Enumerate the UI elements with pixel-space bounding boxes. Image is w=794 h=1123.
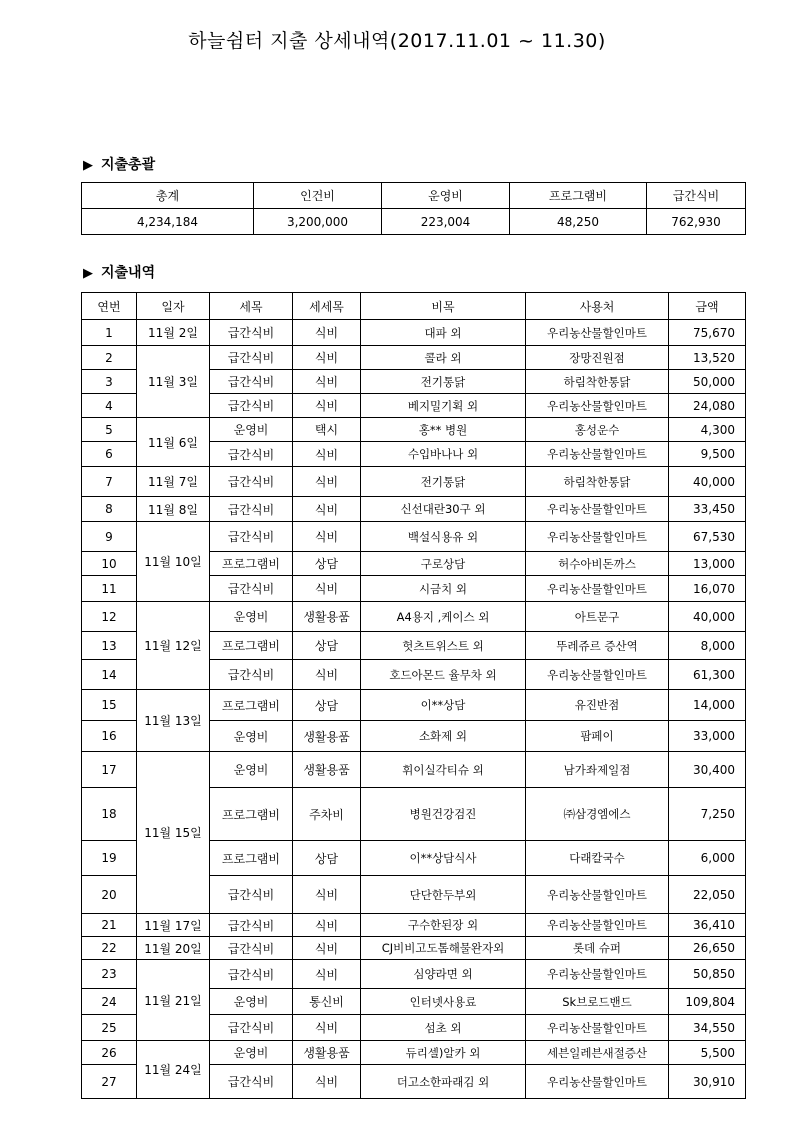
row-amount: 33,450 xyxy=(669,497,746,522)
row-payee: 허수아비돈까스 xyxy=(526,552,669,576)
row-item: 홍** 병원 xyxy=(361,418,526,442)
row-payee: 우리농산물할인마트 xyxy=(526,497,669,522)
table-row xyxy=(82,497,746,522)
table-row xyxy=(82,467,746,497)
row-item: 수입바나나 외 xyxy=(361,442,526,467)
row-no: 27 xyxy=(82,1065,137,1099)
row-category: 프로그램비 xyxy=(210,788,293,841)
table-row xyxy=(82,346,746,370)
table-row xyxy=(82,1041,746,1065)
row-no: 15 xyxy=(82,690,137,721)
row-subcategory: 통신비 xyxy=(293,989,361,1015)
row-no: 12 xyxy=(82,602,137,632)
document-title: 하늘쉼터 지출 상세내역(2017.11.01 ~ 11.30) xyxy=(188,30,606,52)
row-item: 신선대란30구 외 xyxy=(361,497,526,522)
header-subcategory: 세세목 xyxy=(293,293,361,320)
row-date: 11월 24일 xyxy=(137,1041,210,1099)
row-category: 프로그램비 xyxy=(210,552,293,576)
row-payee: 우리농산물할인마트 xyxy=(526,660,669,690)
summary-heading-label: 지출총괄 xyxy=(101,157,156,173)
row-payee: 팜페이 xyxy=(526,721,669,752)
row-payee: Sk브로드밴드 xyxy=(526,989,669,1015)
row-category: 급간식비 xyxy=(210,1065,293,1099)
row-date: 11월 12일 xyxy=(137,602,210,690)
row-no: 24 xyxy=(82,989,137,1015)
row-amount: 8,000 xyxy=(669,632,746,660)
row-payee: 뚜레쥬르 증산역 xyxy=(526,632,669,660)
row-payee: 세븐일레븐새절증산 xyxy=(526,1041,669,1065)
row-amount: 34,550 xyxy=(669,1015,746,1041)
row-no: 5 xyxy=(82,418,137,442)
row-no: 2 xyxy=(82,346,137,370)
row-date: 11월 20일 xyxy=(137,937,210,960)
row-subcategory: 식비 xyxy=(293,522,361,552)
row-category: 프로그램비 xyxy=(210,841,293,876)
row-payee: 우리농산물할인마트 xyxy=(526,1065,669,1099)
summary-value-row xyxy=(82,209,746,235)
row-no: 8 xyxy=(82,497,137,522)
table-row xyxy=(82,690,746,721)
row-item: 병원건강검진 xyxy=(361,788,526,841)
row-item: 휘이실각티슈 외 xyxy=(361,752,526,788)
row-category: 운영비 xyxy=(210,1041,293,1065)
row-item: 이**상담식사 xyxy=(361,841,526,876)
summary-value-total: 4,234,184 xyxy=(82,209,254,235)
detail-header-row xyxy=(82,293,746,320)
row-subcategory: 택시 xyxy=(293,418,361,442)
row-no: 14 xyxy=(82,660,137,690)
row-amount: 50,850 xyxy=(669,960,746,989)
row-item: 단단한두부외 xyxy=(361,876,526,914)
row-subcategory: 식비 xyxy=(293,497,361,522)
row-category: 운영비 xyxy=(210,989,293,1015)
triangle-bullet-icon: ▶ xyxy=(83,266,93,281)
row-no: 26 xyxy=(82,1041,137,1065)
row-category: 프로그램비 xyxy=(210,632,293,660)
row-item: 콜라 외 xyxy=(361,346,526,370)
row-subcategory: 식비 xyxy=(293,320,361,346)
row-category: 운영비 xyxy=(210,602,293,632)
row-subcategory: 식비 xyxy=(293,576,361,602)
table-row xyxy=(82,418,746,442)
row-date: 11월 8일 xyxy=(137,497,210,522)
row-amount: 30,400 xyxy=(669,752,746,788)
row-amount: 30,910 xyxy=(669,1065,746,1099)
table-row xyxy=(82,752,746,788)
row-item: 소화제 외 xyxy=(361,721,526,752)
row-no: 19 xyxy=(82,841,137,876)
row-item: 시금치 외 xyxy=(361,576,526,602)
row-amount: 24,080 xyxy=(669,394,746,418)
summary-header-program: 프로그램비 xyxy=(510,183,647,209)
row-date: 11월 3일 xyxy=(137,346,210,418)
row-no: 1 xyxy=(82,320,137,346)
row-item: 호드아몬드 율무차 외 xyxy=(361,660,526,690)
row-category: 급간식비 xyxy=(210,960,293,989)
row-payee: 롯데 슈퍼 xyxy=(526,937,669,960)
row-item: 헛츠트위스트 외 xyxy=(361,632,526,660)
row-payee: 유진반점 xyxy=(526,690,669,721)
row-category: 급간식비 xyxy=(210,394,293,418)
row-subcategory: 식비 xyxy=(293,346,361,370)
row-amount: 40,000 xyxy=(669,602,746,632)
row-no: 4 xyxy=(82,394,137,418)
summary-heading xyxy=(83,154,155,174)
row-no: 9 xyxy=(82,522,137,552)
row-no: 23 xyxy=(82,960,137,989)
row-item: 인터넷사용료 xyxy=(361,989,526,1015)
table-row xyxy=(82,914,746,937)
row-category: 운영비 xyxy=(210,418,293,442)
row-category: 급간식비 xyxy=(210,467,293,497)
row-subcategory: 상담 xyxy=(293,690,361,721)
triangle-bullet-icon: ▶ xyxy=(83,158,93,173)
row-subcategory: 식비 xyxy=(293,370,361,394)
row-item: 섬초 외 xyxy=(361,1015,526,1041)
row-amount: 67,530 xyxy=(669,522,746,552)
row-date: 11월 6일 xyxy=(137,418,210,467)
row-category: 급간식비 xyxy=(210,370,293,394)
row-no: 25 xyxy=(82,1015,137,1041)
row-item: 듀리셀)알카 외 xyxy=(361,1041,526,1065)
row-amount: 14,000 xyxy=(669,690,746,721)
row-subcategory: 식비 xyxy=(293,876,361,914)
row-category: 급간식비 xyxy=(210,876,293,914)
row-item: 심양라면 외 xyxy=(361,960,526,989)
row-no: 3 xyxy=(82,370,137,394)
row-no: 10 xyxy=(82,552,137,576)
row-item: 구로상담 xyxy=(361,552,526,576)
row-amount: 7,250 xyxy=(669,788,746,841)
row-subcategory: 식비 xyxy=(293,1015,361,1041)
summary-header-meals: 급간식비 xyxy=(647,183,746,209)
row-subcategory: 생활용품 xyxy=(293,721,361,752)
row-subcategory: 식비 xyxy=(293,442,361,467)
row-amount: 22,050 xyxy=(669,876,746,914)
summary-header-operating: 운영비 xyxy=(382,183,510,209)
row-no: 6 xyxy=(82,442,137,467)
row-category: 급간식비 xyxy=(210,497,293,522)
row-amount: 109,804 xyxy=(669,989,746,1015)
row-amount: 26,650 xyxy=(669,937,746,960)
row-category: 급간식비 xyxy=(210,522,293,552)
header-amount: 금액 xyxy=(669,293,746,320)
summary-value-meals: 762,930 xyxy=(647,209,746,235)
row-date: 11월 21일 xyxy=(137,960,210,1041)
row-subcategory: 식비 xyxy=(293,660,361,690)
row-amount: 40,000 xyxy=(669,467,746,497)
row-payee: 우리농산물할인마트 xyxy=(526,320,669,346)
row-subcategory: 상담 xyxy=(293,632,361,660)
summary-value-personnel: 3,200,000 xyxy=(254,209,382,235)
row-subcategory: 생활용품 xyxy=(293,602,361,632)
row-item: A4용지 ,케이스 외 xyxy=(361,602,526,632)
row-payee: 우리농산물할인마트 xyxy=(526,876,669,914)
summary-header-row xyxy=(82,183,746,209)
row-payee: 하림착한통닭 xyxy=(526,467,669,497)
row-amount: 36,410 xyxy=(669,914,746,937)
row-no: 17 xyxy=(82,752,137,788)
detail-heading xyxy=(83,262,155,282)
row-subcategory: 식비 xyxy=(293,394,361,418)
row-no: 16 xyxy=(82,721,137,752)
row-subcategory: 주차비 xyxy=(293,788,361,841)
row-item: 대파 외 xyxy=(361,320,526,346)
summary-table xyxy=(81,182,746,235)
row-category: 급간식비 xyxy=(210,576,293,602)
row-date: 11월 2일 xyxy=(137,320,210,346)
header-date: 일자 xyxy=(137,293,210,320)
row-item: CJ비비고도톰해물완자외 xyxy=(361,937,526,960)
row-date: 11월 7일 xyxy=(137,467,210,497)
row-category: 급간식비 xyxy=(210,346,293,370)
row-amount: 16,070 xyxy=(669,576,746,602)
row-category: 급간식비 xyxy=(210,320,293,346)
header-no: 연번 xyxy=(82,293,137,320)
row-date: 11월 13일 xyxy=(137,690,210,752)
row-amount: 61,300 xyxy=(669,660,746,690)
row-no: 11 xyxy=(82,576,137,602)
row-payee: 우리농산물할인마트 xyxy=(526,1015,669,1041)
row-payee: 아트문구 xyxy=(526,602,669,632)
row-amount: 50,000 xyxy=(669,370,746,394)
row-item: 이**상담 xyxy=(361,690,526,721)
row-payee: 다래칼국수 xyxy=(526,841,669,876)
header-payee: 사용처 xyxy=(526,293,669,320)
table-row xyxy=(82,602,746,632)
row-amount: 5,500 xyxy=(669,1041,746,1065)
row-date: 11월 17일 xyxy=(137,914,210,937)
row-category: 프로그램비 xyxy=(210,690,293,721)
row-payee: 우리농산물할인마트 xyxy=(526,960,669,989)
row-date: 11월 15일 xyxy=(137,752,210,914)
row-category: 급간식비 xyxy=(210,914,293,937)
row-amount: 9,500 xyxy=(669,442,746,467)
row-item: 백설식용유 외 xyxy=(361,522,526,552)
summary-value-program: 48,250 xyxy=(510,209,647,235)
header-category: 세목 xyxy=(210,293,293,320)
row-subcategory: 상담 xyxy=(293,552,361,576)
row-date: 11월 10일 xyxy=(137,522,210,602)
row-category: 급간식비 xyxy=(210,442,293,467)
expense-detail-table xyxy=(81,292,746,1099)
row-no: 21 xyxy=(82,914,137,937)
row-category: 운영비 xyxy=(210,721,293,752)
row-payee: 우리농산물할인마트 xyxy=(526,576,669,602)
row-amount: 4,300 xyxy=(669,418,746,442)
row-item: 더고소한파래김 외 xyxy=(361,1065,526,1099)
row-no: 18 xyxy=(82,788,137,841)
row-subcategory: 식비 xyxy=(293,960,361,989)
row-subcategory: 식비 xyxy=(293,467,361,497)
table-row xyxy=(82,522,746,552)
row-item: 구수한된장 외 xyxy=(361,914,526,937)
table-row xyxy=(82,937,746,960)
detail-heading-label: 지출내역 xyxy=(101,265,156,281)
row-payee: 우리농산물할인마트 xyxy=(526,914,669,937)
row-amount: 6,000 xyxy=(669,841,746,876)
row-subcategory: 생활용품 xyxy=(293,752,361,788)
row-category: 급간식비 xyxy=(210,1015,293,1041)
row-item: 전기통닭 xyxy=(361,370,526,394)
row-amount: 75,670 xyxy=(669,320,746,346)
row-subcategory: 식비 xyxy=(293,937,361,960)
summary-value-operating: 223,004 xyxy=(382,209,510,235)
row-payee: 장망진원점 xyxy=(526,346,669,370)
row-subcategory: 식비 xyxy=(293,1065,361,1099)
row-subcategory: 식비 xyxy=(293,914,361,937)
row-amount: 33,000 xyxy=(669,721,746,752)
row-no: 7 xyxy=(82,467,137,497)
row-category: 급간식비 xyxy=(210,937,293,960)
row-item: 베지밀기획 외 xyxy=(361,394,526,418)
header-item: 비목 xyxy=(361,293,526,320)
row-item: 전기통닭 xyxy=(361,467,526,497)
row-amount: 13,000 xyxy=(669,552,746,576)
row-payee: 우리농산물할인마트 xyxy=(526,442,669,467)
row-subcategory: 생활용품 xyxy=(293,1041,361,1065)
row-category: 급간식비 xyxy=(210,660,293,690)
row-payee: ㈜삼경엠에스 xyxy=(526,788,669,841)
summary-header-personnel: 인건비 xyxy=(254,183,382,209)
table-row xyxy=(82,320,746,346)
row-payee: 우리농산물할인마트 xyxy=(526,394,669,418)
row-payee: 우리농산물할인마트 xyxy=(526,522,669,552)
row-category: 운영비 xyxy=(210,752,293,788)
row-payee: 하림착한통닭 xyxy=(526,370,669,394)
row-no: 13 xyxy=(82,632,137,660)
row-payee: 남가좌제일점 xyxy=(526,752,669,788)
row-no: 22 xyxy=(82,937,137,960)
table-row xyxy=(82,960,746,989)
summary-header-total: 총계 xyxy=(82,183,254,209)
row-amount: 13,520 xyxy=(669,346,746,370)
row-subcategory: 상담 xyxy=(293,841,361,876)
row-no: 20 xyxy=(82,876,137,914)
row-payee: 홍성운수 xyxy=(526,418,669,442)
